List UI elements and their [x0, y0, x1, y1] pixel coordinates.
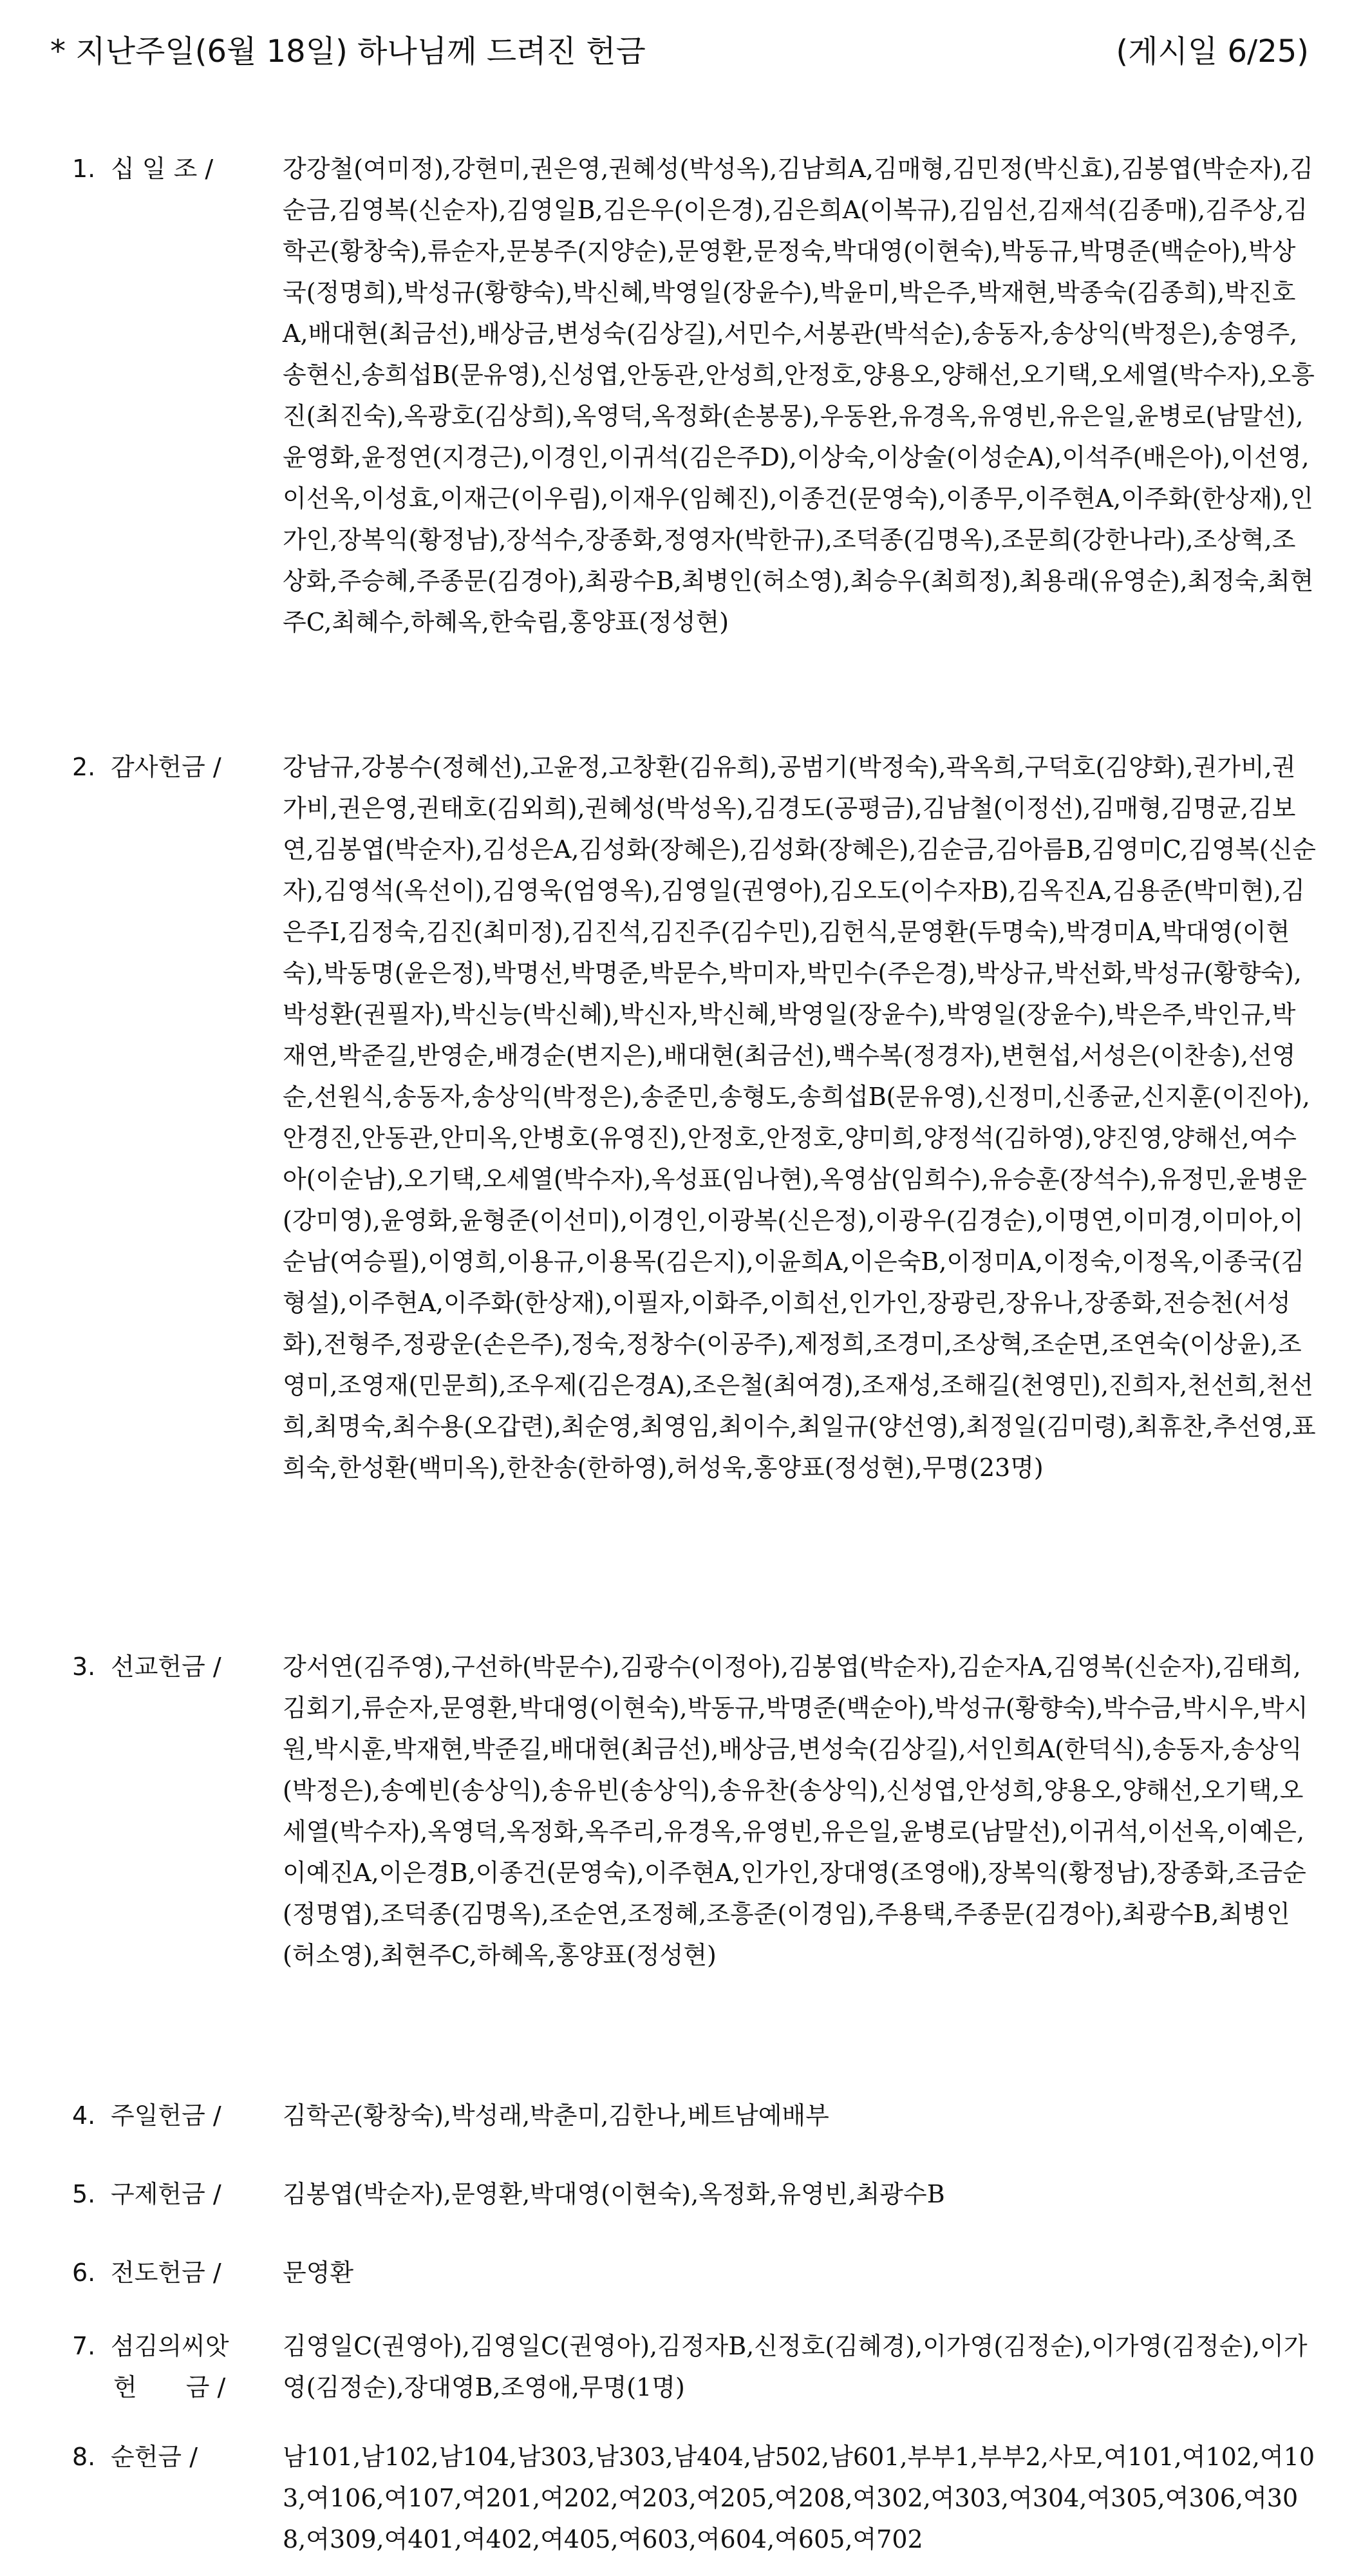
section-number: 5.	[72, 2180, 96, 2208]
report-title: * 지난주일(6월 18일) 하나님께 드려진 헌금	[50, 33, 646, 70]
section-title: 십 일 조 /	[111, 155, 214, 183]
contributor-list: 김봉엽(박순자),문영환,박대영(이현숙),옥정화,유영빈,최광수B	[283, 2180, 945, 2208]
section-number: 6.	[72, 2259, 96, 2287]
section-title: 전도헌금 /	[111, 2259, 221, 2287]
section-label	[72, 148, 285, 189]
section-number: 2.	[72, 753, 96, 781]
section-title: 주일헌금 /	[111, 2101, 221, 2130]
section-label	[72, 2436, 285, 2477]
section-label	[72, 2174, 285, 2215]
section-title: 구제헌금 /	[111, 2180, 221, 2208]
section-service-seed	[72, 2325, 1318, 2436]
section-title-line2: 헌 금 /	[113, 2373, 226, 2401]
offering-sections	[72, 148, 1318, 2565]
contributor-list: 문영환	[283, 2259, 354, 2287]
section-number: 4.	[72, 2101, 96, 2130]
section-relief	[72, 2174, 1318, 2252]
section-number: 1.	[72, 155, 96, 183]
section-label	[72, 1646, 285, 1687]
section-number: 8.	[72, 2443, 96, 2471]
section-title: 선교헌금 /	[111, 1653, 221, 1681]
section-evangelism	[72, 2252, 1318, 2325]
section-tithe	[72, 148, 1318, 746]
section-title: 감사헌금 /	[111, 753, 221, 781]
contributor-list: 강남규,강봉수(정혜선),고윤정,고창환(김유희),공범기(박정숙),곽옥희,구덕호(김양화),권가비,권가비,권은영,권태호(김외희),권혜성(박성옥),김경도(공평금),김남철(이정선),김매형,김명균,김보연,김봉엽(박순자),김성은A,김성화(장혜은),김성화(장혜은),김순금,김아름B,김영미C,김영복(신순자),김영석(옥선이),김영욱(엄영옥),김영일(권영아),김오도(이수자B),김옥진A,김용준(박미현),김은주I,김정숙,김진(최미정),김진석,김진주(김수민),김헌식,문영환(두명숙),박경미A,박대영(이현숙),박동명(윤은정),박명선,박명준,박문수,박미자,박민수(주은경),박상규,박선화,박성규(황향숙),박성환(권필자),박신능(박신혜),박신자,박신혜,박영일(장윤수),박영일(장윤수),박은주,박인규,박재연,박준길,반영순,배경순(변지은),배대현(최금선),백수복(정경자),변현섭,서성은(이찬송),선영순,선원식,송동자,송상익(박정은),송준민,송형도,송희섭B(문유영),신정미,신종균,신지훈(이진아),안경진,안동관,안미옥,안병호(유영진),안정호,안정호,양미희,양정석(김하영),양진영,양해선,여수아(이순남),오기택,오세열(박수자),옥성표(임나현),옥영삼(임희수),유승훈(장석수),유정민,윤병운(강미영),윤영화,윤형준(이선미),이경인,이광복(신은정),이광우(김경순),이명연,이미경,이미아,이순남(여승필),이영희,이용규,이용목(김은지),이윤희A,이은숙B,이정미A,이정숙,이정옥,이종국(김형설),이주현A,이주화(한상재),이필자,이화주,이희선,인가인,장광린,장유나,장종화,전승천(서성화),전형주,정광운(손은주),정숙,정창수(이공주),제정희,조경미,조상혁,조순면,조연숙(이상윤),조영미,조영재(민문희),조우제(김은경A),조은철(최여경),조재성,조해길(천영민),진희자,천선희,천선희,최명숙,최수용(오갑련),최순영,최영임,최이수,최일규(양선영),최정일(김미령),최휴찬,추선영,표희숙,한성환(백미옥),한찬송(한하영),허성욱,홍양표(정성현),무명(23명)	[283, 753, 1316, 1482]
section-title: 섬김의씨앗	[111, 2332, 229, 2360]
section-number: 7.	[72, 2332, 96, 2360]
contributor-list: 남101,남102,남104,남303,남303,남404,남502,남601,부부1,부부2,사모,여101,여102,여103,여106,여107,여201,여202,여203,여205,여208,여302,여303,여304,여305,여306,여308,여309,여401,여402,여405,여603,여604,여605,여702	[283, 2443, 1315, 2553]
contributor-list: 강서연(김주영),구선하(박문수),김광수(이정아),김봉엽(박순자),김순자A,김영복(신순자),김태희,김회기,류순자,문영환,박대영(이현숙),박동규,박명준(백순아),박성규(황향숙),박수금,박시우,박시원,박시훈,박재현,박준길,배대현(최금선),배상금,변성숙(김상길),서인희A(한덕식),송동자,송상익(박정은),송예빈(송상익),송유빈(송상익),송유찬(송상익),신성엽,안성희,양용오,양해선,오기택,오세열(박수자),옥영덕,옥정화,옥주리,유경옥,유영빈,유은일,윤병로(남말선),이귀석,이선옥,이예은,이예진A,이은경B,이종건(문영숙),이주현A,인가인,장대영(조영애),장복익(황정남),장종화,조금순(정명엽),조덕종(김명옥),조순연,조정혜,조흥준(이경임),주용택,주종문(김경아),최광수B,최병인(허소영),최현주C,하혜옥,홍양표(정성현)	[283, 1653, 1308, 1969]
section-label	[72, 2325, 285, 2408]
section-cell-group	[72, 2436, 1318, 2565]
section-sunday	[72, 2095, 1318, 2174]
section-label	[72, 2095, 285, 2136]
contributor-list: 김영일C(권영아),김영일C(권영아),김정자B,신정호(김혜경),이가영(김정순),이가영(김정순),이가영(김정순),장대영B,조영애,무명(1명)	[283, 2332, 1308, 2401]
section-label	[72, 746, 285, 788]
posted-date: (게시일 6/25)	[1116, 33, 1309, 70]
contributor-list: 김학곤(황창숙),박성래,박춘미,김한나,베트남예배부	[283, 2101, 829, 2130]
section-title: 순헌금 /	[111, 2443, 198, 2471]
section-label	[72, 2252, 285, 2293]
section-number: 3.	[72, 1653, 96, 1681]
contributor-list: 강강철(여미정),강현미,권은영,권혜성(박성옥),김남희A,김매형,김민정(박신효),김봉엽(박순자),김순금,김영복(신순자),김영일B,김은우(이은경),김은희A(이복규),김임선,김재석(김종매),김주상,김학곤(황창숙),류순자,문봉주(지양순),문영환,문정숙,박대영(이현숙),박동규,박명준(백순아),박상국(정명희),박성규(황향숙),박신혜,박영일(장윤수),박윤미,박은주,박재현,박종숙(김종희),박진호A,배대현(최금선),배상금,변성숙(김상길),서민수,서봉관(박석순),송동자,송상익(박정은),송영주,송현신,송희섭B(문유영),신성엽,안동관,안성희,안정호,양용오,양해선,오기택,오세열(박수자),오흥진(최진숙),옥광호(김상희),옥영덕,옥정화(손봉몽),우동완,유경옥,유영빈,유은일,윤병로(남말선),윤영화,윤정연(지경근),이경인,이귀석(김은주D),이상숙,이상술(이성순A),이석주(배은아),이선영,이선옥,이성효,이재근(이우림),이재우(임혜진),이종건(문영숙),이종무,이주현A,이주화(한상재),인가인,장복익(황정남),장석수,장종화,정영자(박한규),조덕종(김명옥),조문희(강한나라),조상혁,조상화,주승혜,주종문(김경아),최광수B,최병인(허소영),최승우(최희정),최용래(유영순),최정숙,최현주C,최혜수,하혜옥,한숙림,홍양표(정성현)	[283, 155, 1315, 636]
section-mission	[72, 1646, 1318, 2095]
section-thanksgiving	[72, 746, 1318, 1646]
